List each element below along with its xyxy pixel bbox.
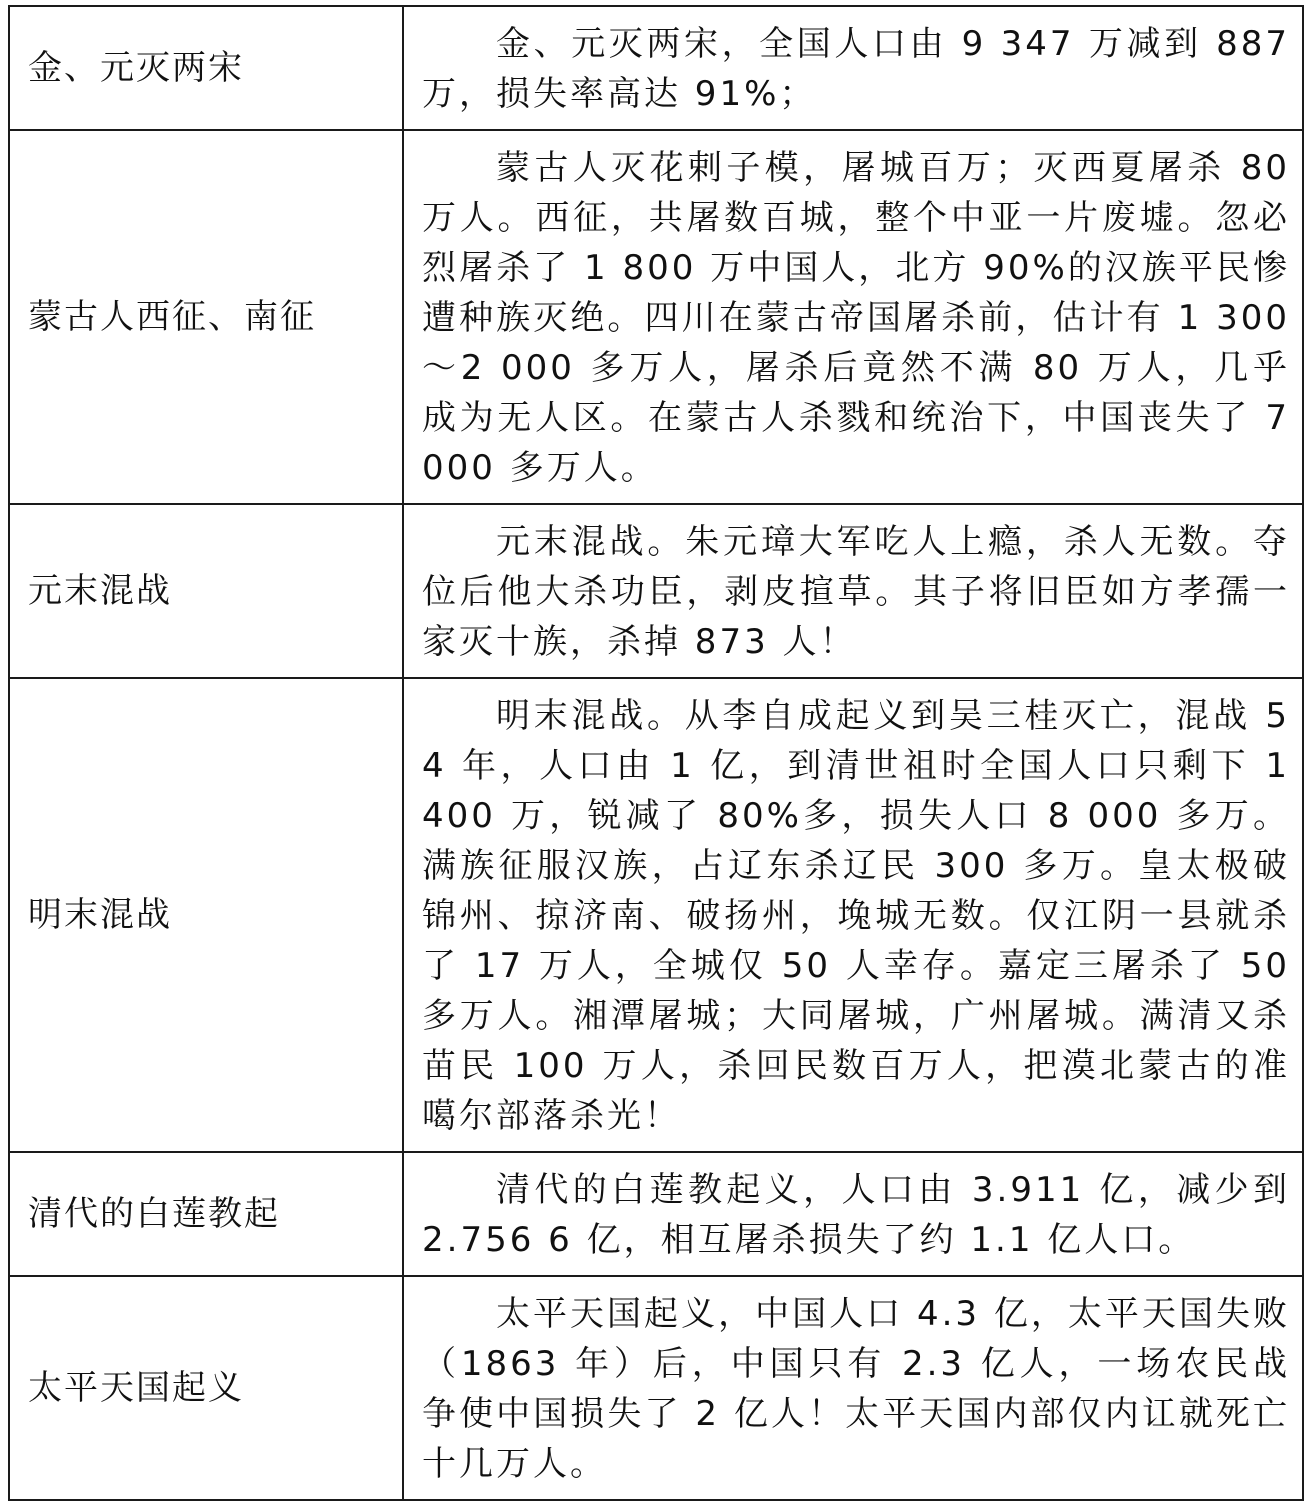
row-label: 清代的白莲教起 xyxy=(9,1152,403,1276)
table-row xyxy=(9,6,1303,130)
row-label: 元末混战 xyxy=(9,504,403,678)
row-description: 太平天国起义，中国人口 4.3 亿，太平天国失败（1863 年）后，中国只有 2.3 亿人，一场农民战争使中国损失了 2 亿人！太平天国内部仅内讧就死亡十几万人。 xyxy=(403,1276,1303,1500)
row-label: 太平天国起义 xyxy=(9,1276,403,1500)
table-row xyxy=(9,1152,1303,1276)
row-description: 元末混战。朱元璋大军吃人上瘾，杀人无数。夺位后他大杀功臣，剥皮揎草。其子将旧臣如方孝孺一家灭十族，杀掉 873 人！ xyxy=(403,504,1303,678)
population-loss-table xyxy=(8,5,1304,1501)
table-row xyxy=(9,678,1303,1152)
table-row xyxy=(9,504,1303,678)
row-description: 清代的白莲教起义，人口由 3.911 亿，减少到 2.756 6 亿，相互屠杀损失了约 1.1 亿人口。 xyxy=(403,1152,1303,1276)
row-label: 蒙古人西征、南征 xyxy=(9,130,403,504)
row-label: 金、元灭两宋 xyxy=(9,6,403,130)
table-row xyxy=(9,1276,1303,1500)
history-table-container xyxy=(8,5,1304,1501)
row-description: 金、元灭两宋，全国人口由 9 347 万减到 887 万，损失率高达 91%； xyxy=(403,6,1303,130)
row-description: 明末混战。从李自成起义到吴三桂灭亡，混战 54 年，人口由 1 亿，到清世祖时全国人口只剩下 1 400 万，锐减了 80%多，损失人口 8 000 多万。满族征服汉族，占辽东杀辽民 300 多万。皇太极破锦州、掠济南、破扬州，堍城无数。仅江阴一县就杀了 17 万人，全城仅 50 人幸存。嘉定三屠杀了 50 多万人。湘潭屠城；大同屠城，广州屠城。满清又杀苗民 100 万人，杀回民数百万人，把漠北蒙古的准噶尔部落杀光！ xyxy=(403,678,1303,1152)
row-description: 蒙古人灭花剌子模，屠城百万；灭西夏屠杀 80 万人。西征，共屠数百城，整个中亚一片废墟。忽必烈屠杀了 1 800 万中国人，北方 90%的汉族平民惨遭种族灭绝。四川在蒙古帝国屠杀前，估计有 1 300～2 000 多万人，屠杀后竟然不满 80 万人，几乎成为无人区。在蒙古人杀戮和统治下，中国丧失了 7 000 多万人。 xyxy=(403,130,1303,504)
table-row xyxy=(9,130,1303,504)
row-label: 明末混战 xyxy=(9,678,403,1152)
